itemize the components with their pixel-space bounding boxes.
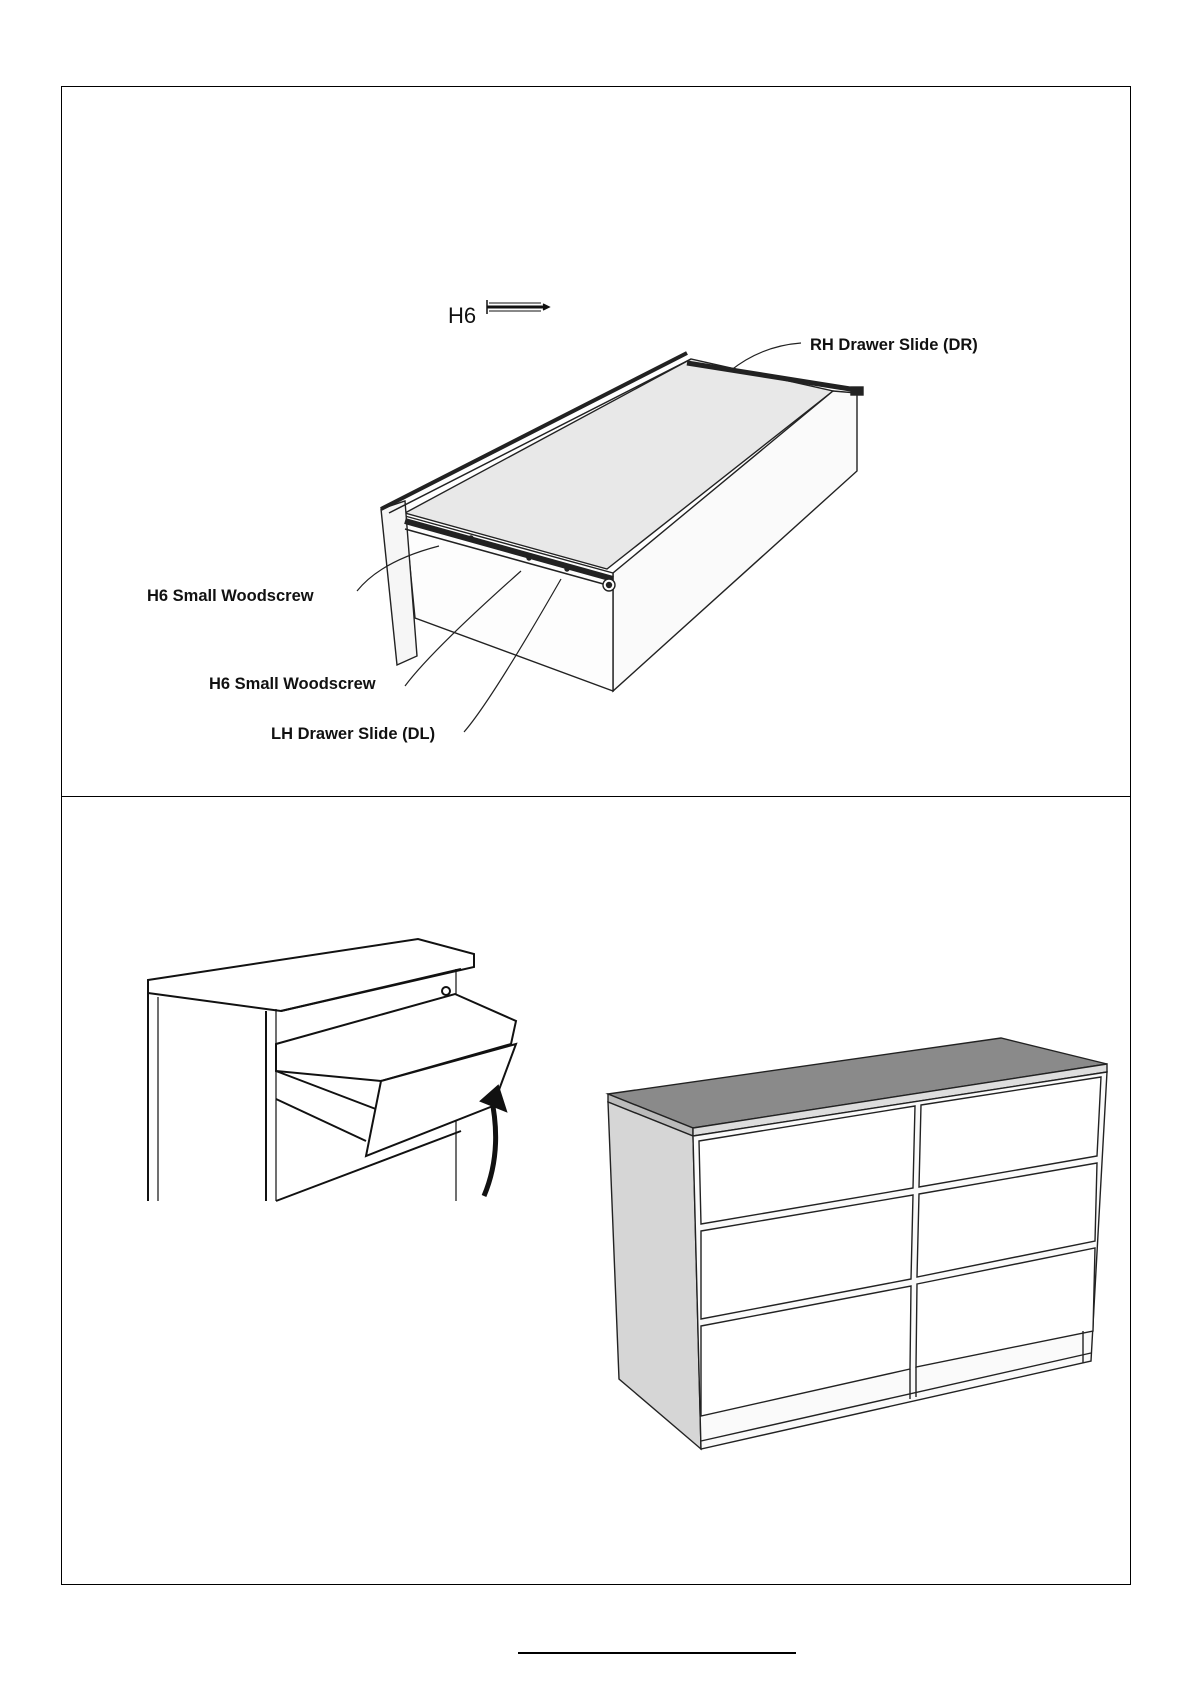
step-panel-drawer-insertion: [61, 796, 1131, 1585]
hardware-code-label: H6: [448, 303, 477, 328]
drawer-insertion-illustration: [62, 797, 1132, 1586]
drawer-box: [381, 353, 863, 691]
step-panel-drawer-slides: [61, 86, 1131, 798]
woodscrew-callout-2: H6 Small Woodscrew: [209, 675, 376, 693]
rh-drawer-slide-callout: RH Drawer Slide (DR): [810, 336, 978, 354]
footer-rule: [518, 1652, 796, 1654]
drawer-slide-illustration: [62, 87, 1132, 799]
woodscrew-icon: [487, 300, 549, 314]
drawer-insertion-detail: [148, 939, 516, 1201]
six-drawer-dresser: [608, 1038, 1107, 1449]
woodscrew-callout-1: H6 Small Woodscrew: [147, 587, 314, 605]
lh-drawer-slide-callout: LH Drawer Slide (DL): [271, 725, 436, 743]
